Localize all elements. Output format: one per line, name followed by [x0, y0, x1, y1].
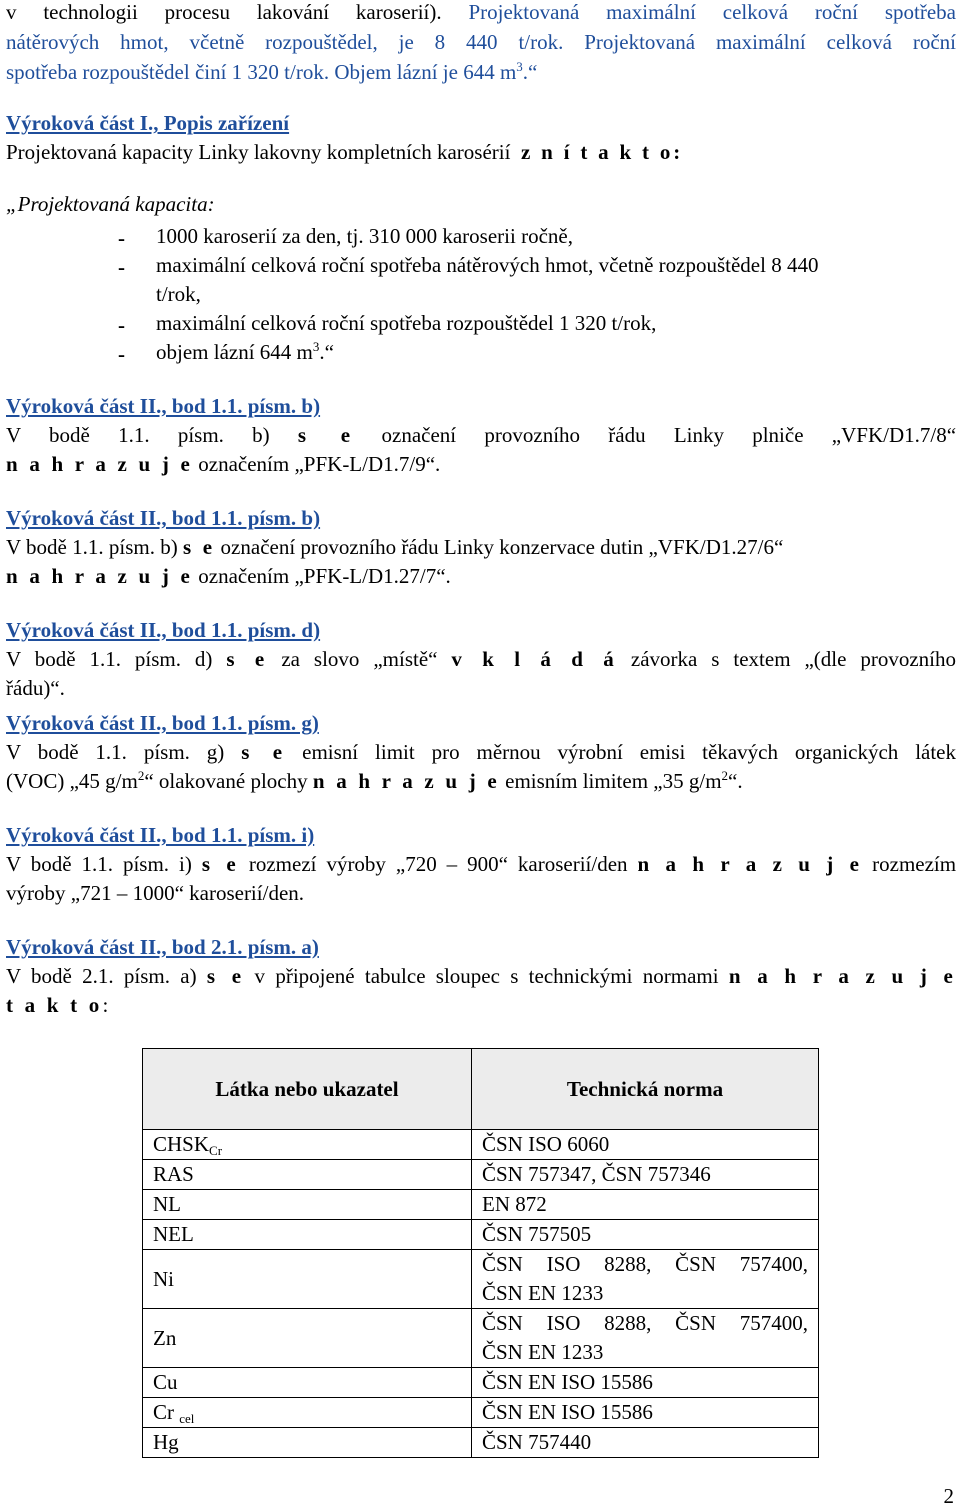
norm-cell — [472, 1250, 819, 1309]
capacity-item-2: maximální celková roční spotřeba nátěrových hmot, včetně rozpouštědel 8 440 — [156, 253, 819, 277]
section-4-line-2: řádu)“. — [6, 676, 65, 700]
norm-text: ČSN EN 1233 — [482, 1340, 604, 1364]
norm-text: ČSN EN 1233 — [482, 1281, 604, 1305]
substance-label: CHSK — [153, 1132, 210, 1156]
list-dash: - — [118, 342, 125, 366]
section-heading-1: Výroková část I., Popis zařízení — [6, 111, 290, 135]
capacity-item-4: objem lázní 644 $m^3.“$ — [156, 339, 334, 364]
table-row — [143, 1250, 819, 1309]
norms-table-body — [143, 1049, 819, 1458]
header-norm: Technická norma — [472, 1049, 819, 1130]
table-row — [143, 1220, 819, 1250]
capacity-item-1: 1000 karoserií za den, tj. 310 000 karoserii ročně, — [156, 224, 573, 248]
table-row — [143, 1398, 819, 1428]
norm-text: ČSN ISO 8288, ČSN 757400, — [482, 1311, 808, 1335]
substance-subscript: cel — [179, 1411, 195, 1426]
norm-cell — [472, 1398, 819, 1428]
substance-cell — [143, 1398, 472, 1428]
norm-text: EN 872 — [482, 1192, 547, 1216]
capacity-item-2-cont: t/rok, — [156, 282, 201, 306]
section-1-sentence: Projektovaná kapacity Linky lakovny kompletních karosérií z n í t a k t o: — [6, 140, 683, 164]
intro-line-2: nátěrových hmot, včetně rozpouštědel, je 8 440 t/rok. Projektovaná maximální celková roční — [6, 30, 956, 54]
norm-text: ČSN ISO 8288, ČSN 757400, — [482, 1252, 808, 1276]
capacity-title: „Projektovaná kapacita: — [6, 192, 215, 216]
substance-subscript: Cr — [209, 1143, 223, 1158]
list-dash: - — [118, 313, 125, 337]
substance-cell — [143, 1220, 472, 1250]
substance-label: Cr — [153, 1400, 180, 1424]
norm-text: ČSN 757505 — [482, 1222, 592, 1246]
section-7-line-2: t a k t o: — [6, 993, 109, 1017]
section-3-line-1: V bodě 1.1. písm. b) s e označení provozního řádu Linky konzervace dutin „VFK/D1.27/6“ — [6, 535, 784, 559]
norms-table — [142, 1048, 819, 1458]
section-2-line-1: V bodě 1.1. písm. b) s e označení provozního řádu Linky plniče „VFK/D1.7/8“ — [6, 423, 957, 447]
norm-text: ČSN 757440 — [482, 1430, 592, 1454]
section-heading-3: Výroková část II., bod 1.1. písm. b) — [6, 506, 321, 530]
header-substance: Látka nebo ukazatel — [143, 1049, 472, 1130]
substance-cell — [143, 1130, 472, 1160]
page-number: 2 — [943, 1484, 954, 1508]
section-heading-4: Výroková část II., bod 1.1. písm. d) — [6, 618, 321, 642]
substance-label: NEL — [153, 1222, 194, 1246]
table-row — [143, 1309, 819, 1368]
substance-label: NL — [153, 1192, 181, 1216]
section-5-line-2: (VOC) „45 $g/m^2“$ olakované plochy n a h r a z u j e emisním limitem „35 $g/m^2“$. — [6, 768, 743, 793]
section-4-line-1: V bodě 1.1. písm. d) s e za slovo „místě“ v k l á d á závorka s textem „(dle provozního — [6, 647, 957, 671]
substance-cell — [143, 1428, 472, 1458]
table-header-row — [143, 1049, 819, 1130]
substance-cell — [143, 1250, 472, 1309]
substance-label: Ni — [153, 1266, 174, 1291]
substance-label: Hg — [153, 1430, 179, 1454]
norm-cell — [472, 1368, 819, 1398]
table-row — [143, 1160, 819, 1190]
section-2-line-2: n a h r a z u j e označením „PFK-L/D1.7/9“. — [6, 452, 441, 476]
section-6-line-2: výroby „721 – 1000“ karoserií/den. — [6, 881, 305, 905]
norm-cell — [472, 1428, 819, 1458]
intro-line-1: v technologii procesu lakování karoserií). Projektovaná maximální celková roční spotřeba — [6, 0, 956, 24]
substance-cell — [143, 1309, 472, 1368]
table-row — [143, 1190, 819, 1220]
substance-cell — [143, 1160, 472, 1190]
norm-text: ČSN EN ISO 15586 — [482, 1400, 653, 1424]
section-7-line-1: V bodě 2.1. písm. a) s e v připojené tabulce sloupec s technickými normami n a h r a z u j e — [6, 964, 957, 988]
norm-cell — [472, 1160, 819, 1190]
norm-text: ČSN 757347, ČSN 757346 — [482, 1162, 711, 1186]
substance-cell — [143, 1368, 472, 1398]
substance-label: RAS — [153, 1162, 194, 1186]
list-dash: - — [118, 255, 125, 279]
norm-cell — [472, 1190, 819, 1220]
substance-label: Cu — [153, 1370, 178, 1394]
substance-cell — [143, 1190, 472, 1220]
table-row — [143, 1428, 819, 1458]
section-heading-6: Výroková část II., bod 1.1. písm. i) — [6, 823, 315, 847]
section-3-line-2: n a h r a z u j e označením „PFK-L/D1.27/7“. — [6, 564, 451, 588]
capacity-item-3: maximální celková roční spotřeba rozpouštědel 1 320 t/rok, — [156, 311, 657, 335]
section-heading-2: Výroková část II., bod 1.1. písm. b) — [6, 394, 321, 418]
section-heading-5: Výroková část II., bod 1.1. písm. g) — [6, 711, 319, 735]
substance-label: Zn — [153, 1325, 177, 1350]
norm-cell — [472, 1130, 819, 1160]
norm-cell — [472, 1220, 819, 1250]
table-row — [143, 1130, 819, 1160]
section-6-line-1: V bodě 1.1. písm. i) s e rozmezí výroby „720 – 900“ karoserií/den n a h r a z u j e rozmezím — [6, 852, 957, 876]
table-row — [143, 1368, 819, 1398]
intro-line-3: spotřeba rozpouštědel činí 1 320 t/rok. Objem lázní je 644 $m^3.“$ — [6, 59, 538, 84]
norm-text: ČSN ISO 6060 — [482, 1132, 610, 1156]
section-5-line-1: V bodě 1.1. písm. g) s e emisní limit pro měrnou výrobní emisi těkavých organických látek — [6, 740, 957, 764]
norm-cell — [472, 1309, 819, 1368]
list-dash: - — [118, 226, 125, 250]
norm-text: ČSN EN ISO 15586 — [482, 1370, 653, 1394]
section-heading-7: Výroková část II., bod 2.1. písm. a) — [6, 935, 319, 959]
